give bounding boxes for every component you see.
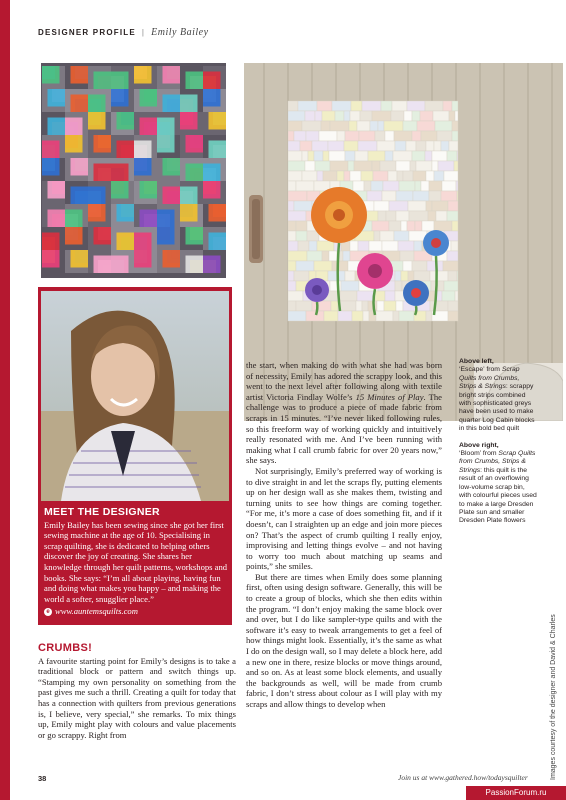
web-icon: e (44, 608, 52, 616)
paragraph-1-text-b: . The challenge was to produce a piece of made fabric from scraps in 15 minutes. “I’ve never liked following rules, so this freeform way of working quickly and intuitively really resonated with me. And I’ve been running with making what I call crumb fabric for over 20 years now,” she says. (246, 391, 442, 466)
caption-right-pre: ‘Bloom’ from (459, 450, 499, 458)
meet-designer-heading: MEET THE DESIGNER (44, 506, 160, 518)
main-article-column (246, 360, 442, 710)
escape-quilt-image (41, 63, 226, 278)
caption-left-book: Scrap Quilts from Crumbs, Strips & Strings (459, 366, 520, 391)
caption-left-pre: ‘Escape’ from (459, 366, 502, 374)
caption-right-book: Scrap Quilts from Crumbs, Strips & Strings (459, 450, 536, 474)
watermark: PassionForum.ru (466, 786, 566, 800)
book-title-15-minutes: 15 Minutes of Play (355, 391, 424, 402)
caption-right-post: : this quilt is the result of an overflowing low-volume scrap bin, with colourful pieces used to make a large Dresden Plate sun and smaller Dresden Plate flowers (459, 466, 537, 525)
designer-name: Emily Bailey (151, 27, 209, 38)
article-paragraph-1 (246, 360, 442, 466)
footer-join-link[interactable]: Join us at www.gathered.how/todaysquilter (398, 773, 528, 782)
article-paragraph-2: Not surprisingly, Emily’s preferred way of working is to dive straight in and let the scraps fly, putting elements up on her design wall as she makes them, twisting and turning units to see how things are coming together. “For me, it’s more a case of does something fit, and if it doesn’t, can I straighten up an edge and join more pieces on? That’s the aspect of crumb quilting I really enjoy, improvising and letting things evolve – and not having to worry too much about matching up seams and points,” she smiles. (246, 465, 442, 572)
image-credit: Images courtesy of the designer and David & Charles (550, 614, 557, 780)
designer-portrait-photo (41, 291, 229, 501)
website-link[interactable]: www.auntemsquilts.com (55, 606, 138, 617)
website-line (44, 606, 229, 617)
page-edge-bar (0, 0, 10, 800)
crumbs-section (38, 643, 236, 740)
paragraph-1-text-a: the start, when making do with what she had was born of necessity, Emily has adored the scrappy look, and this went to the next level after following along with textile artist Victoria Findlay Wolfe’s (246, 360, 442, 402)
page-number: 38 (38, 774, 47, 783)
meet-designer-text (44, 507, 229, 617)
caption-left-post: : scrappy bright strips combined with sophisticated greys have been used to make quarter Log Cabin blocks in this bold bed quilt (459, 383, 535, 433)
caption-left-title: Above left, (459, 358, 494, 365)
meet-designer-bio: Emily Bailey has been sewing since she got her first sewing machine at the age of 10. Specialising in scrap quilting, she is dedicated to helping others discover the joy of creating. She shares her knowledge through her quilt patterns, workshops and books. She says: “I’m all about playing, having fun and doing what makes you happy – and making the world a softer, snugglier place.” (44, 519, 228, 604)
caption-right (459, 442, 537, 526)
article-paragraph-3: But there are times when Emily does some planning first, often using design software. Generally, this will be to create a group of blocks, which she then edits within the program. “I don’t enjoy making the same block over and over, but I do like sampler-type quilts and with the software it’s easy to tweak arrangements to get a feel of how things might look. Essentially, it’s the same as what I do on the design wall, so I may delete a block here, add a new one in there, resize blocks or move things around, and so on. As at least some block elements, and usually the backgrounds as well, will be made from crumb fabric, I don’t stress about colour as I will play with my scraps and allow things to develop when (246, 571, 442, 709)
crumbs-body: A favourite starting point for Emily’s designs is to take a traditional block or pattern and switch things up. “Stamping my own personality on something from the past gives me such a thrill. Creating a quilt for today that has a connection with quilters from previous generations is, I believe, very special,” she remarks. To mix things up, Emily might play with colours and value placements or go scrappy. Right from (38, 655, 236, 740)
image-captions (459, 358, 537, 534)
page-header (38, 27, 209, 38)
caption-left (459, 358, 537, 434)
crumbs-heading: CRUMBS! (38, 642, 93, 654)
header-separator: | (141, 28, 146, 37)
section-label: DESIGNER PROFILE (38, 28, 136, 37)
caption-right-title: Above right, (459, 441, 499, 449)
